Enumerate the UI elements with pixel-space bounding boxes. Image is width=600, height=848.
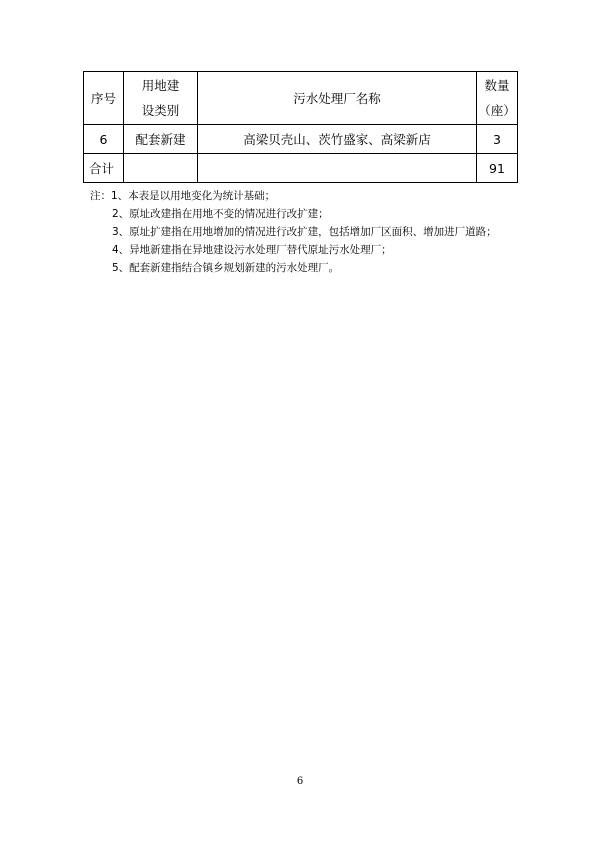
table-total-row	[84, 154, 518, 183]
wastewater-plant-table	[83, 71, 518, 183]
total-label: 合计	[84, 154, 124, 183]
total-count: 91	[477, 154, 518, 183]
total-empty-cell	[124, 154, 198, 183]
note-line: 3、原址扩建指在用地增加的情况进行改扩建，包括增加厂区面积、增加进厂道路；	[112, 226, 497, 238]
header-category: 用地建 设类别	[124, 72, 198, 125]
note-line: 4、异地新建指在异地建设污水处理厂替代原址污水处理厂；	[112, 244, 392, 256]
header-index: 序号	[84, 72, 124, 125]
page-number: 6	[296, 776, 304, 787]
table-notes	[90, 187, 497, 277]
row-plant-names: 高梁贝壳山、茨竹盛家、高梁新店	[198, 125, 477, 154]
header-count: 数量 （座）	[477, 72, 518, 125]
row-index: 6	[84, 125, 124, 154]
total-empty-cell	[198, 154, 477, 183]
row-count: 3	[477, 125, 518, 154]
header-plant-name: 污水处理厂名称	[198, 72, 477, 125]
note-line: 注：1、本表是以用地变化为统计基础；	[90, 190, 276, 202]
note-line: 5、配套新建指结合镇乡规划新建的污水处理厂。	[112, 262, 340, 274]
note-line: 2、原址改建指在用地不变的情况进行改扩建；	[112, 208, 329, 220]
table-row	[84, 125, 518, 154]
row-category: 配套新建	[124, 125, 198, 154]
table-header-row	[84, 72, 518, 125]
